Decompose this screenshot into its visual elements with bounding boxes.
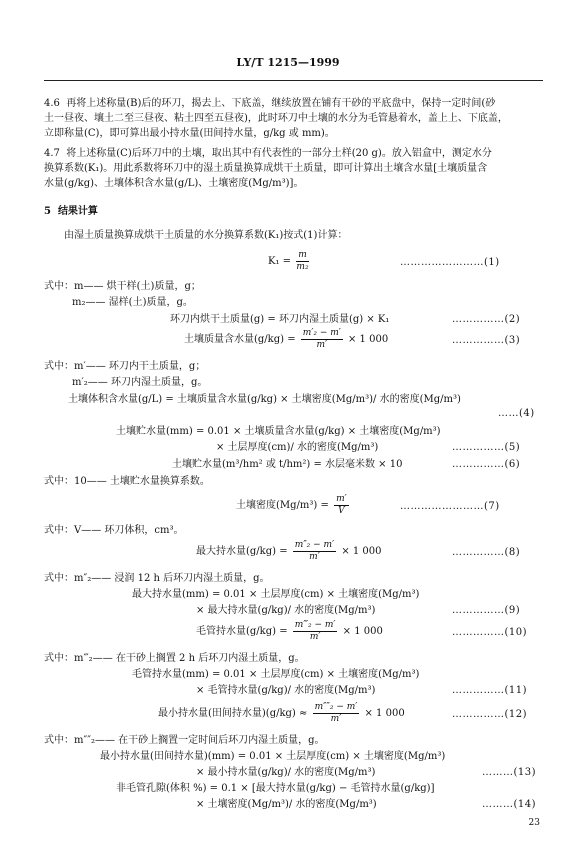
equation-13-line2: × 最小持水量(g/kg)/ 水的密度(Mg/m³) — [196, 767, 376, 778]
where-text: 式中：10—— 土壤贮水量换算系数。 — [44, 476, 210, 487]
section-number: 4.7 — [44, 148, 60, 159]
equation-rhs: × 1 000 — [348, 334, 389, 345]
equation-lhs: K₁ = — [268, 256, 292, 267]
equation-2: 环刀内烘干土质量(g) = 环刀内湿土质量(g) × K₁ — [170, 314, 390, 325]
equation-10-number: ……………(10) — [452, 627, 528, 638]
fraction — [313, 702, 360, 725]
where-text: 式中：m′—— 环刀内干土质量，g； — [44, 361, 206, 372]
equation-12-number: ……………(12) — [452, 709, 528, 720]
section-5-heading — [44, 205, 98, 219]
equation-lhs: 土壤质量含水量(g/kg) = — [184, 334, 296, 345]
equation-1-number: ……………………(1) — [400, 257, 500, 268]
equation-11-number: ……………(11) — [452, 685, 528, 696]
equation-3 — [184, 328, 388, 352]
numerator: m′ — [336, 494, 347, 504]
paragraph-line: 换算系数(K₁)。用此系数将环刀中的湿土质量换算成烘干土质量，即可计算出土壤含水量[土壤质量含 — [44, 163, 488, 174]
where-text: 式中：m″₂—— 浸润 12 h 后环刀内湿土质量，g。 — [44, 573, 270, 584]
document-header: LY/T 1215—1999 — [236, 56, 340, 69]
equation-12 — [158, 702, 405, 726]
numerator: m‴₂ − m′ — [294, 620, 336, 630]
equation-8 — [196, 540, 382, 564]
equation-lhs: 最大持水量(g/kg) = — [196, 546, 288, 557]
fraction — [334, 494, 349, 517]
where-text: 式中：m—— 烘干样(土)质量，g； — [44, 281, 201, 292]
equation-4-number: ……(4) — [498, 408, 535, 419]
equation-3-number: ……………(3) — [452, 335, 521, 346]
page-number: 23 — [528, 818, 540, 828]
equation-11-line1: 毛管持水量(mm) = 0.01 × 土层厚度(cm) × 土壤密度(Mg/m³) — [132, 669, 420, 680]
equation-2-number: ……………(2) — [452, 314, 521, 325]
equation-4: 土壤体积含水量(g/L) = 土壤质量含水量(g/kg) × 土壤密度(Mg/m³)/ 水的密度(Mg/m³) — [68, 394, 461, 405]
equation-9-number: ……………(9) — [452, 605, 521, 616]
equation-lhs: 土壤密度(Mg/m³) = — [236, 500, 329, 511]
numerator: m′₂ − m′ — [302, 328, 341, 338]
numerator: m″″₂ − m′ — [314, 702, 358, 712]
equation-5-line1: 土壤贮水量(mm) = 0.01 × 土壤质量含水量(g/kg) × 土壤密度(Mg/m³) — [116, 426, 441, 437]
denominator: m′ — [330, 714, 342, 724]
paragraph-line: 土一昼夜、壤土二至三昼夜、粘土四至五昼夜)，此时环刀中土壤的水分为毛管悬着水，盖上上、下底盖， — [44, 113, 508, 124]
equation-13-number: ………(13) — [482, 767, 537, 778]
denominator: m₂ — [296, 262, 309, 272]
equation-rhs: × 1 000 — [341, 546, 382, 557]
equation-5-line2: × 土层厚度(cm)/ 水的密度(Mg/m³) — [216, 442, 379, 453]
section-number: 4.6 — [44, 98, 60, 109]
header-rule — [44, 80, 543, 81]
equation-rhs: × 1 000 — [342, 626, 383, 637]
equation-13-line1: 最小持水量(田间持水量)(mm) = 0.01 × 土层厚度(cm) × 土壤密度(Mg/m³) — [100, 751, 446, 762]
equation-9-line2: × 最大持水量(g/kg)/ 水的密度(Mg/m³) — [196, 605, 376, 616]
equation-14-line1: 非毛管孔隙(体积 %) = 0.1 × [最大持水量(g/kg) − 毛管持水量(g/kg)] — [116, 783, 435, 794]
equation-7 — [236, 494, 351, 518]
denominator: m′ — [316, 340, 328, 350]
equation-1 — [268, 250, 311, 274]
where-text: m′₂—— 环刀内湿土质量，g。 — [72, 377, 208, 388]
equation-6: 土壤贮水量(m³/hm² 或 t/hm²) = 水层毫米数 × 10 — [172, 459, 403, 470]
fraction — [293, 540, 336, 563]
paragraph-line: 立即称量(C)，即可算出最小持水量(田间持水量，g/kg 或 mm)。 — [44, 128, 335, 139]
equation-11-line2: × 毛管持水量(g/kg)/ 水的密度(Mg/m³) — [196, 685, 376, 696]
paragraph-line: 再将上述称量(B)后的环刀，揭去上、下底盖，继续放置在铺有干砂的平底盘中，保持一定时间(砂 — [66, 98, 496, 109]
equation-9-line1: 最大持水量(mm) = 0.01 × 土层厚度(cm) × 土壤密度(Mg/m³) — [132, 589, 420, 600]
paragraph-line: 水量(g/kg)、土壤体积含水量(g/L)、土壤密度(Mg/m³)]。 — [44, 178, 304, 189]
paragraph-line: 将上述称量(C)后环刀中的土壤，取出其中有代表性的一部分土样(20 g)。放入铝盒中，测定水分 — [66, 148, 492, 159]
numerator: m — [298, 250, 307, 260]
denominator: V — [338, 506, 345, 516]
where-text: 式中：V—— 环刀体积，cm³。 — [44, 525, 184, 536]
equation-14-line2: × 土壤密度(Mg/m³)/ 水的密度(Mg/m³) — [196, 799, 377, 810]
fraction — [293, 620, 338, 643]
denominator: m′ — [309, 632, 321, 642]
where-text: m₂—— 湿样(土)质量，g。 — [72, 297, 193, 308]
equation-14-number: ………(14) — [482, 799, 537, 810]
equation-6-number: ……………(6) — [452, 459, 521, 470]
section-4-7 — [44, 146, 543, 191]
equation-lhs: 毛管持水量(g/kg) = — [196, 626, 288, 637]
section-4-6 — [44, 96, 543, 141]
denominator: m′ — [309, 552, 320, 562]
numerator: m″₂ − m′ — [294, 540, 335, 550]
equation-5-number: ……………(5) — [452, 442, 521, 453]
where-text: 式中：m″″₂—— 在干砂上搁置一定时间后环刀内湿土质量，g。 — [44, 735, 325, 746]
section-title: 结果计算 — [57, 206, 98, 217]
fraction — [301, 328, 343, 351]
intro-text: 由湿土质量换算成烘干土质量的水分换算系数(K₁)按式(1)计算： — [64, 230, 348, 241]
where-text: 式中：m‴₂—— 在干砂上搁置 2 h 后环刀内湿土质量，g。 — [44, 653, 305, 664]
section-number: 5 — [44, 206, 51, 217]
equation-7-number: ……………………(7) — [400, 501, 500, 512]
equation-8-number: ……………(8) — [452, 547, 521, 558]
fraction — [296, 250, 309, 273]
equation-rhs: × 1 000 — [364, 708, 405, 719]
equation-10 — [196, 620, 383, 644]
equation-lhs: 最小持水量(田间持水量)(g/kg) ≈ — [158, 708, 308, 719]
